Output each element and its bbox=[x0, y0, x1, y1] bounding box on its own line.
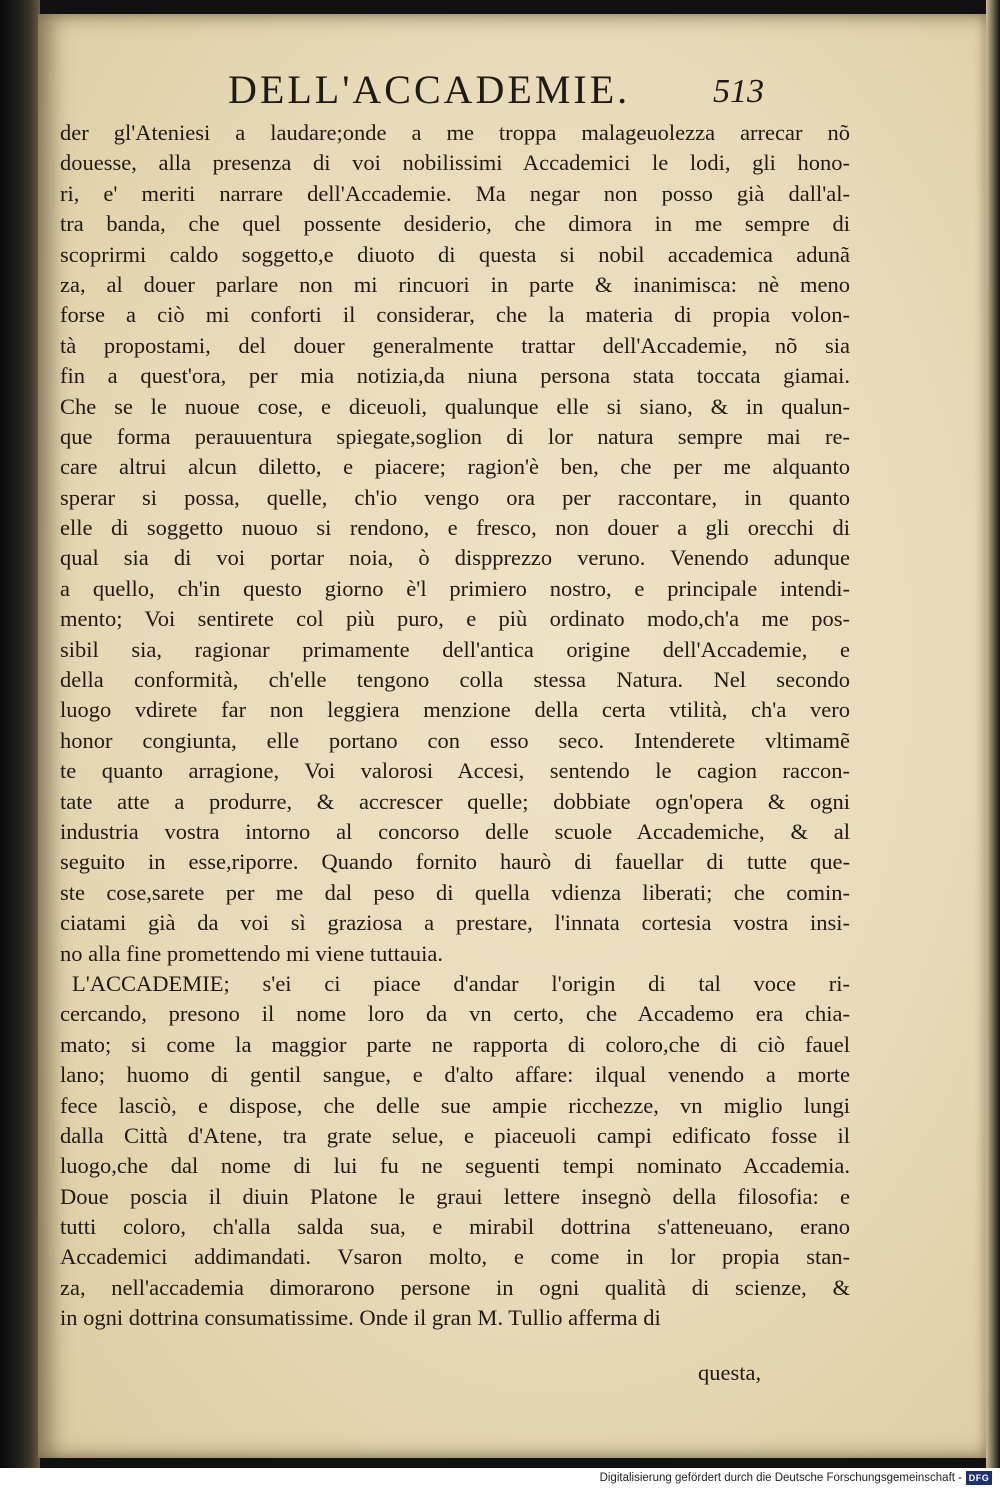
text-line: tà propostami, del douer generalmente trattar dell'Accademie, nõ sia bbox=[60, 332, 850, 358]
text-line: L'ACCADEMIE; s'ei ci piace d'andar l'origin di tal voce ri- bbox=[72, 970, 850, 996]
text-line: Accademici addimandati. Vsaron molto, e come in lor propia stan- bbox=[60, 1244, 850, 1270]
digitization-footer bbox=[0, 1468, 1000, 1491]
book-page bbox=[38, 14, 986, 1458]
text-line: luogo vdirete far non leggiera menzione della certa vtilità, ch'a vero bbox=[60, 697, 850, 723]
text-line: der gl'Ateniesi a laudare;onde a me troppa malageuolezza arrecar nõ bbox=[60, 120, 850, 145]
dfg-logo: DFG bbox=[966, 1471, 992, 1485]
funding-credit: Digitalisierung gefördert durch die Deutsche Forschungsgemeinschaft - bbox=[599, 1472, 962, 1484]
text-line: za, al douer parlare non mi rincuori in parte & inanimisca: nè meno bbox=[60, 271, 850, 297]
text-line: sperar si possa, quelle, ch'io vengo ora per raccontare, in quanto bbox=[60, 484, 850, 510]
running-title: DELL'ACCADEMIE. bbox=[228, 67, 631, 112]
text-line: Che se le nuoue cose, e diceuoli, qualunque elle si siano, & in qualun- bbox=[60, 393, 850, 419]
text-line: ste cose,sarete per me dal peso di quella vdienza liberati; che comin- bbox=[60, 879, 850, 905]
text-line: a quello, ch'in questo giorno è'l primiero nostro, e principale intendi- bbox=[60, 575, 850, 601]
text-line: in ogni dottrina consumatissime. Onde il gran M. Tullio afferma di bbox=[60, 1305, 661, 1331]
text-line: dalla Città d'Atene, tra grate selue, e piaceuoli campi edificato fosse il bbox=[60, 1122, 850, 1148]
text-line: que forma perauuentura spiegate,soglion di lor natura sempre mai re- bbox=[60, 423, 850, 449]
text-line: mato; si come la maggior parte ne rapporta di coloro,che di ciò fauel bbox=[60, 1031, 850, 1057]
text-line: care altrui alcun diletto, e piacere; ragion'è ben, che per me alquanto bbox=[60, 454, 850, 480]
text-line: no alla fine promettendo mi viene tuttauia. bbox=[60, 940, 444, 966]
text-line: scoprirmi caldo soggetto,e diuoto di questa si nobil accademica adunã bbox=[60, 241, 850, 267]
text-line: della conformità, ch'elle tengono colla stessa Natura. Nel secondo bbox=[60, 667, 850, 693]
text-line: elle di soggetto nuouo si rendono, e fresco, non douer a gli orecchi di bbox=[60, 515, 850, 541]
text-line: mento; Voi sentirete col più puro, e più ordinato modo,ch'a me pos- bbox=[60, 606, 850, 632]
catchword: questa, bbox=[698, 1360, 762, 1385]
text-line: honor congiunta, elle portano con esso seco. Intenderete vltimamẽ bbox=[60, 727, 850, 753]
text-line: fin a quest'ora, per mia notizia,da niuna persona stata toccata giamai. bbox=[60, 363, 850, 389]
text-line: ciatami già da voi sì graziosa a prestare, l'innata cortesia vostra insi- bbox=[60, 910, 850, 936]
text-line: te quanto arragione, Voi valorosi Accesi, sentendo le cagion raccon- bbox=[60, 758, 850, 784]
text-body bbox=[60, 118, 850, 1334]
text-line: tutti coloro, ch'alla salda sua, e mirabil dottrina s'atteneuano, erano bbox=[60, 1214, 850, 1240]
text-line: sibil sia, ragionar primamente dell'antica origine dell'Accademie, e bbox=[60, 636, 850, 662]
text-line: forse a ciò mi conforti il considerar, che la materia di propia volon- bbox=[60, 302, 850, 328]
text-line: cercando, presono il nome loro da vn certo, che Accademo era chia- bbox=[60, 1001, 850, 1027]
text-line: luogo,che dal nome di lui fu ne seguenti tempi nominato Accademia. bbox=[60, 1153, 850, 1179]
text-line: douesse, alla presenza di voi nobilissimi Accademici le lodi, gli hono- bbox=[60, 150, 850, 176]
text-line: industria vostra intorno al concorso delle scuole Accademiche, & al bbox=[60, 818, 850, 844]
book-binding bbox=[0, 0, 40, 1468]
text-line: lano; huomo di gentil sangue, e d'alto affare: ilqual venendo a morte bbox=[60, 1062, 850, 1088]
text-line: Doue poscia il diuin Platone le graui lettere insegnò della filosofia: e bbox=[60, 1183, 850, 1209]
text-line: fece lasciò, e dispose, che delle sue ampie ricchezze, vn miglio lungi bbox=[60, 1092, 850, 1118]
text-line: tate atte a produrre, & accrescer quelle; dobbiate ogn'opera & ogni bbox=[60, 788, 850, 814]
text-line: qual sia di voi portar noia, ò dispprezzo veruno. Venendo adunque bbox=[60, 545, 850, 571]
text-line: za, nell'accademia dimorarono persone in ogni qualità di scienze, & bbox=[60, 1274, 850, 1300]
page-header bbox=[38, 67, 986, 120]
text-line: ri, e' meriti narrare dell'Accademie. Ma negar non posso già dall'al- bbox=[60, 180, 850, 206]
page-edge bbox=[986, 0, 1000, 1468]
page-number: 513 bbox=[713, 73, 764, 110]
text-line: tra banda, che quel possente desiderio, che dimora in me sempre di bbox=[60, 211, 850, 237]
text-line: seguito in esse,riporre. Quando fornito haurò di fauellar di tutte que- bbox=[60, 849, 850, 875]
